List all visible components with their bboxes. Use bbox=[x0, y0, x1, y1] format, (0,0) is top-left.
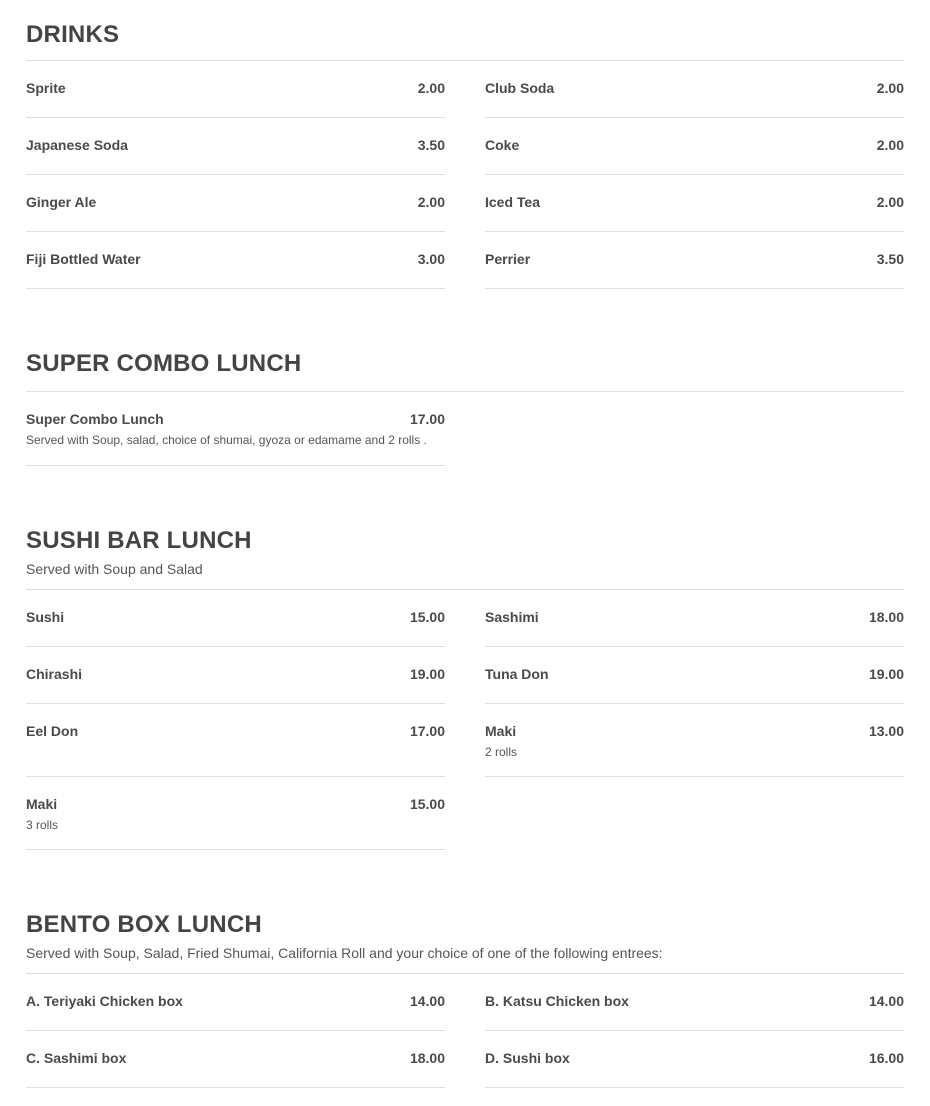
menu-grid bbox=[26, 61, 904, 289]
item-name: Sushi bbox=[26, 609, 65, 625]
menu bbox=[26, 0, 904, 1088]
section-title: DRINKS bbox=[26, 21, 120, 48]
item-name: Fiji Bottled Water bbox=[26, 251, 141, 267]
menu-item[interactable] bbox=[26, 1031, 445, 1088]
item-name: Club Soda bbox=[485, 80, 555, 96]
menu-item[interactable] bbox=[485, 118, 904, 175]
item-name: Chirashi bbox=[26, 666, 83, 682]
item-description: Served with Soup, salad, choice of shumai, gyoza or edamame and 2 rolls . bbox=[26, 433, 427, 447]
menu-item[interactable] bbox=[26, 590, 445, 647]
item-name: B. Katsu Chicken box bbox=[485, 993, 629, 1009]
menu-item[interactable] bbox=[485, 1031, 904, 1088]
section-subtitle: Served with Soup, Salad, Fried Shumai, California Roll and your choice of one of the following entrees: bbox=[26, 945, 663, 961]
item-price: 3.00 bbox=[417, 251, 445, 267]
menu-item[interactable] bbox=[26, 175, 445, 232]
section-subtitle: Served with Soup and Salad bbox=[26, 561, 203, 577]
item-price: 16.00 bbox=[868, 1050, 904, 1066]
menu-item[interactable] bbox=[26, 392, 445, 466]
item-price: 2.00 bbox=[876, 194, 904, 210]
item-price: 15.00 bbox=[409, 609, 445, 625]
item-name: Coke bbox=[485, 137, 520, 153]
item-name: C. Sashimi box bbox=[26, 1050, 127, 1066]
menu-item[interactable] bbox=[485, 590, 904, 647]
menu-item[interactable] bbox=[485, 974, 904, 1031]
section-bento-box-lunch bbox=[26, 911, 904, 1088]
item-name: Ginger Ale bbox=[26, 194, 97, 210]
item-price: 3.50 bbox=[417, 137, 445, 153]
menu-item[interactable] bbox=[485, 175, 904, 232]
menu-item[interactable] bbox=[485, 704, 904, 777]
item-price: 19.00 bbox=[868, 666, 904, 682]
item-price: 17.00 bbox=[409, 723, 445, 739]
item-name: Maki bbox=[485, 723, 517, 739]
section-title: SUSHI BAR LUNCH bbox=[26, 527, 252, 554]
menu-item[interactable] bbox=[26, 974, 445, 1031]
item-name: D. Sushi box bbox=[485, 1050, 570, 1066]
menu-grid bbox=[26, 392, 904, 466]
menu-item[interactable] bbox=[485, 647, 904, 704]
item-price: 18.00 bbox=[868, 609, 904, 625]
item-price: 14.00 bbox=[868, 993, 904, 1009]
menu-grid bbox=[26, 974, 904, 1088]
item-price: 18.00 bbox=[409, 1050, 445, 1066]
section-drinks bbox=[26, 0, 904, 289]
menu-item[interactable] bbox=[26, 118, 445, 175]
menu-item[interactable] bbox=[485, 232, 904, 289]
item-description: 2 rolls bbox=[485, 745, 518, 759]
item-price: 2.00 bbox=[876, 80, 904, 96]
item-name: Maki bbox=[26, 796, 58, 812]
menu-item[interactable] bbox=[26, 647, 445, 704]
item-price: 3.50 bbox=[876, 251, 904, 267]
menu-item[interactable] bbox=[26, 232, 445, 289]
item-price: 15.00 bbox=[409, 796, 445, 812]
item-name: Sprite bbox=[26, 80, 66, 96]
item-name: Eel Don bbox=[26, 723, 79, 739]
menu-item[interactable] bbox=[485, 61, 904, 118]
section-sushi-bar-lunch bbox=[26, 527, 904, 850]
section-super-combo-lunch bbox=[26, 350, 904, 466]
menu-grid bbox=[26, 590, 904, 850]
item-price: 19.00 bbox=[409, 666, 445, 682]
menu-item[interactable] bbox=[26, 704, 445, 777]
item-name: A. Teriyaki Chicken box bbox=[26, 993, 183, 1009]
item-name: Iced Tea bbox=[485, 194, 540, 210]
item-price: 17.00 bbox=[409, 411, 445, 427]
item-name: Tuna Don bbox=[485, 666, 549, 682]
menu-item[interactable] bbox=[26, 777, 445, 850]
menu-item[interactable] bbox=[26, 61, 445, 118]
item-price: 2.00 bbox=[417, 80, 445, 96]
item-name: Perrier bbox=[485, 251, 531, 267]
section-title: BENTO BOX LUNCH bbox=[26, 911, 262, 938]
item-name: Super Combo Lunch bbox=[26, 411, 164, 427]
item-price: 13.00 bbox=[868, 723, 904, 739]
item-description: 3 rolls bbox=[26, 818, 59, 832]
item-price: 14.00 bbox=[409, 993, 445, 1009]
item-price: 2.00 bbox=[417, 194, 445, 210]
item-name: Sashimi bbox=[485, 609, 539, 625]
item-name: Japanese Soda bbox=[26, 137, 128, 153]
section-title: SUPER COMBO LUNCH bbox=[26, 350, 302, 377]
item-price: 2.00 bbox=[876, 137, 904, 153]
